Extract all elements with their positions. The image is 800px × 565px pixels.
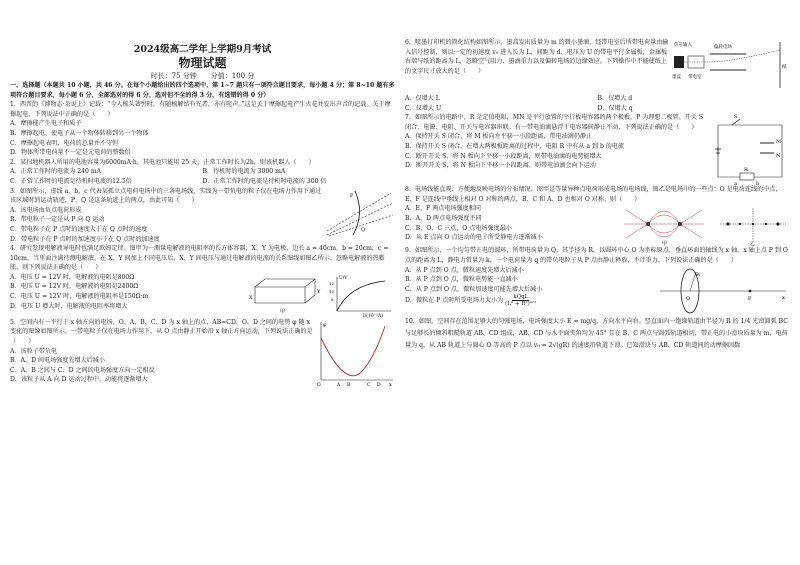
question-2-option-b: B．待机时的电流为 3000 mA: [202, 168, 286, 176]
right-column: [405, 38, 790, 352]
question-10-stem: 10．如图，空间存在范围足够大的匀强电场，电场强度大小 E = mg/q，方向水平向右。竖直面内一绝缘轨道由半径为 R 的 1/4 光滑圆弧 BC 与足够长的倾斜粗糙轨道 AB、CD 组成，AB、CD 与水平面夹角均为 45° 且在 B、C 两点与圆弧轨道相切，带正电的小滑块质量为 m，电荷量为 q，从 AB 轨道上与圆心 O 等高的 P 点以 v₀ = 2√(gR) 的速度沿轨道下滑。已知滑块与 AB、CD 轨道间的动摩擦因数: [405, 317, 788, 349]
figure-8-yi-caption: 乙: [750, 241, 756, 247]
question-2-options-row2: [10, 177, 395, 187]
question-7-option-b: B．保持开关 S 闭合，在增大两极板距离的过程中，电阻 R 中有从 a 到 b 的电流: [405, 142, 625, 150]
axis-u-label: U/V: [339, 275, 348, 281]
section-heading: 一、选择题（本题共 10 小题，共 46 分。在每个小题给出的四个选项中，第 1~7 题只有一项符合题目要求，每小题 4 分；第 8~10 题有多项符合题目要求，每小题 6 分，全部选对的得 6 分，选对但不全的得 3 分，有选错的得 0 分）: [10, 82, 395, 99]
fig9-label-p: P: [748, 295, 752, 302]
question-8-stem: 8．电场线能直观、方便地反映电场的分布情况。图甲是等量异种点电荷形成电场的电场线，图乙是电场中的一些点：O 是电荷连线的中点，E、F 是连线中垂线上相对 O 对称的两点，B、C 和 A、D 也相对 O 对称。则（ ）: [405, 186, 782, 203]
question-4-block: [10, 273, 395, 318]
question-5-option-b: B．A、D 间电场强度先增大后减小: [10, 357, 105, 365]
question-9-option-d-text: D．微粒在 P 点时所受电场力大小为: [405, 297, 504, 305]
tick-o: O: [317, 382, 321, 388]
fig6-label-chamber: 带电室: [688, 75, 702, 80]
fig9-label-r: R: [696, 271, 700, 278]
question-3-stem: 3．如图所示，虚线 a、b、c 代表某孤立点电荷电场中的三条电场线，实线为一带负电的粒子仅在电场力作用下通过该区域时的运动轨迹，P、Q 是这条轨迹上的两点，由此可知（ ）: [10, 187, 322, 205]
fig7-label-n: N: [776, 153, 781, 160]
question-2-stem: 2．某扫地机器人所用的电池容量为6000mA·h，其电池只能用 25 天，正常工作时长为2h，则该机器人（ ）: [10, 158, 315, 166]
electrode-x-label: X: [249, 294, 253, 301]
point-b: [739, 223, 741, 225]
question-9-formula: [505, 294, 536, 307]
fig7-label-s: S: [734, 114, 738, 121]
left-column: [10, 40, 395, 388]
fig6-label-cartridge: 墨盒: [672, 75, 681, 80]
question-4-figures: [245, 273, 395, 318]
electrode-y-label: Y: [317, 288, 321, 295]
question-7-option-a: A．保持开关 S 闭合，将 M 板向左平移一小段距离，带电油滴仍静止: [405, 133, 593, 141]
question-6-block: [405, 38, 790, 94]
axis-i-label: I/(10⁻³A): [363, 313, 383, 318]
phi-x-axes: [321, 322, 393, 380]
point-c: [765, 223, 767, 225]
ui-curve: [337, 281, 385, 311]
question-7-option-d: D．断开开关 S，将 N 板向下平移一小段距离，则带电油滴会向下运动: [405, 162, 596, 170]
question-8-block: [405, 204, 790, 246]
fig7-label-a: a: [734, 181, 737, 186]
question-6-figure: [670, 38, 790, 94]
question-6-options-row1: [405, 94, 790, 104]
question-1-stem: 1．西晋的《博物志·杂说上》记载：“今人梳头著髻时，有随梳解结有光者，亦有咤声。”这是关于摩擦起电产生火花并发出声音的记载。关于摩擦起电，下列说法中正确的是（ ）: [10, 101, 391, 118]
question-8-option-c: C．B、O、C 三点，O 点电场强度最小: [405, 224, 512, 232]
fig7-label-m: M: [776, 139, 782, 146]
question-4-option-a: A．电压 U = 12V 时，电解液的电阻是800Ω: [10, 273, 135, 281]
question-2-option-c: C．正常工作时的电流是待机时电流的12.5倍: [10, 177, 132, 185]
question-5-stem: 5．空间内有一平行于 x 轴方向的电场，O、A、B、C、D 为 x 轴上的点，AB=CD，O、D 之间的电势 φ 随 x 变化的图像如图所示，一带电粒子仅在电场力作用下，从 O 点由静止开始沿 x 轴正方向运动，下列说法正确的是（ ）: [10, 318, 313, 346]
question-5-option-a: A．该粒子带负电: [10, 347, 58, 355]
figure-jia-caption: 甲: [280, 308, 286, 315]
resistor-r: [740, 173, 754, 180]
question-7-option-c: C．断开开关 S，将 N 板向下平移一小段距离，则带电油滴的电势能增大: [405, 152, 602, 160]
question-1-option-a: A．摩擦能产生电子和质子: [10, 120, 82, 128]
formula-denominator: (L² + R²)³ᐟ²: [505, 301, 537, 308]
fig9-label-o: O: [686, 295, 691, 302]
tick-u-0: 12: [329, 280, 335, 286]
question-5-text: [10, 318, 315, 388]
question-8-figures: [620, 204, 790, 246]
fig7-label-r: R: [744, 167, 748, 174]
capacitor-plates: [760, 143, 774, 153]
deflection-plates: [710, 54, 746, 70]
fig6-label-signal: 信号输入: [674, 43, 692, 48]
question-9-figure: [650, 266, 790, 316]
question-1-option-b: B．摩擦起电，使电子从一个物体转移到另一个物体: [10, 129, 149, 137]
fig9-label-x: x: [782, 294, 785, 301]
question-4-stem: 4．研究发现电解液导电时也满足欧姆定律。图甲为一测量电解液的电阻率的长方体容器，X、Y 为电极，边长 a = 40cm，b = 20cm，c = 10cm，当里面注满待测电解液，在 X、Y 间加上不同电压后，X、Y 间电压与通过电解液的电流的关系图线如图乙所示。忽略电解液的热膨胀，则下列说法正确的是（ ）: [10, 245, 389, 272]
question-8-option-d: D．从 E 点向 O 点运动的电子所受静电力逐渐减小: [405, 234, 543, 242]
point-p-dot: [749, 289, 752, 292]
tick-u-1: 10: [329, 288, 335, 294]
question-3-block: [10, 187, 395, 245]
point-a: [726, 223, 729, 226]
trajectory-curve: [353, 191, 360, 235]
question-2-option-d: D．正常工作时的电流是待机时电流的 300 倍: [202, 177, 327, 185]
question-8-option-b: B．A、D 两点电场强度不同: [405, 214, 482, 222]
question-6-stem: 6．喷墨打印机的简化结构如图所示，墨盒发出质量为 m 的微小墨滴，经带电室后所带电荷量由输入信号控制，则以一定的初速度 v₀ 进入长为 L、间距为 d、电压为 U 的带电平行金属板，金属板右端与纸的距离为 L，忽略空气阻力、墨滴重力以及偏转电场的边缘效应。下列操作中不能使纸上的文字尺寸放大的是（ ）: [405, 39, 669, 75]
fig7-label-b: b: [756, 181, 760, 186]
container-box: [255, 279, 315, 303]
question-6-options-row2: [405, 104, 790, 114]
exam-subject: 物理试题: [178, 56, 227, 70]
axis-x-label: x: [389, 381, 392, 388]
question-9-options: [405, 266, 650, 316]
tick-c: C: [367, 382, 371, 388]
question-4-option-c: C．电压 U = 12V 时，电解液的电阻率是150Ω·m: [10, 293, 149, 301]
question-5-block: [10, 318, 395, 388]
charge-negative: [678, 222, 682, 226]
point-p-label: P: [350, 192, 354, 199]
question-6-option-c: C．仅增大 U: [405, 104, 442, 112]
question-9-option-b: B．从 P 点到 O 点，微粒电势能一直减小: [405, 276, 518, 284]
question-5-figure: [315, 318, 395, 388]
battery-symbol: [715, 147, 721, 155]
point-d: [776, 223, 779, 226]
question-9-block: [405, 266, 790, 316]
fig6-label-paper: 纸: [782, 65, 787, 70]
question-6-text: [405, 38, 670, 94]
question-4-option-b: B．电压 U = 12V 时，电解液的电阻是2400Ω: [10, 283, 139, 291]
question-9-option-a: A．从 P 点到 O 点，微粒速度先增大后减小: [405, 266, 524, 274]
question-3-option-b: B．带电粒子一定是从 P 向 Q 运动: [10, 216, 105, 224]
charge-positive: [646, 222, 650, 226]
tick-b: B: [347, 382, 351, 388]
ink-cartridge: [674, 56, 684, 68]
question-1-option-c: C．摩擦起电表明，电荷的总量并不守恒: [10, 139, 119, 147]
question-3-option-a: A．该电场由负点电荷形成: [10, 206, 82, 214]
question-3-option-c: C．带电粒子在 P 点时的速度大于在 Q 点时的速度: [10, 225, 148, 233]
question-3-option-d: D．带电粒子在 P 点时的加速度小于在 Q 点时的加速度: [10, 235, 160, 243]
question-5-option-c: C．A、B 之间与 C、D 之间的电场强度方向一定相反: [10, 366, 155, 374]
axis-phi-label: φ: [323, 321, 327, 328]
point-q-label: Q: [361, 226, 366, 233]
question-7-block: [405, 113, 790, 185]
question-1-option-d: D．物体所带电荷量不一定是元电荷的整数倍: [10, 149, 131, 157]
question-3-text: [10, 187, 325, 245]
question-4-options: [10, 273, 245, 318]
question-8-options: [405, 204, 620, 246]
question-2-option-a: A．正常工作时的电流为 240 mA: [10, 168, 102, 176]
field-line-a: [327, 193, 391, 231]
question-9-option-d: [405, 294, 650, 307]
phi-curve: [321, 326, 385, 376]
question-9-stem: 9．如图所示，一个均匀带正电的圆环，所带电荷量为 Q，其半径为 R，以圆环中心 O 为坐标原点，垂直环面的轴线为 x 轴。x 轴上点 P 到 O 点的距离为 L，静电力常量为 k，一个电荷量为 q 的带负电粒子从 P 点由静止释放，不计重力，下列说法正确的是（ ）: [405, 247, 788, 264]
question-7-text: [405, 113, 710, 185]
question-3-figure: [325, 187, 395, 237]
field-lines-group: [624, 210, 704, 238]
exam-meta: 时长：75 分钟 分值：100 分: [150, 72, 255, 80]
tick-a: A: [337, 382, 341, 388]
question-7-stem: 7．如图所示的电路中，R 是定值电阻，MN 是平行放置的平行板电容器的两个极板，P 为理想二极管。开关 S 闭合，电源、电阻、开关与电容器串联。有一带电油滴悬浮于电容器间静止不动，下列说法正确的是（ ）: [405, 114, 704, 131]
circuit-loop: [718, 125, 782, 177]
figure-8-jia-caption: 甲: [662, 241, 668, 247]
formula-numerator: kQqL: [513, 294, 529, 301]
point-o: [752, 223, 754, 225]
question-6-option-a: A．仅增大 L: [405, 95, 440, 102]
tick-u-2: 8: [331, 296, 334, 302]
tick-d: D: [377, 382, 381, 388]
fig6-label-field: 偏转电场: [714, 45, 732, 50]
question-6-option-b: B．仅增大 d: [597, 95, 633, 102]
question-9-option-c: C．从 P 点到 O 点，微粒加速度可能先增大后减小: [405, 285, 543, 293]
question-7-figure: [710, 113, 790, 185]
exam-title: 2024级高二学年上学期9月考试: [133, 44, 272, 55]
question-2-options-row1: [10, 167, 395, 177]
ui-graph-axes: [337, 277, 391, 311]
question-5-option-d: D．该粒子从 A 向 D 运动过程中，动能将逐渐增大: [10, 376, 148, 384]
question-8-option-a: A．E、F 两点电场强度相同: [405, 205, 481, 213]
question-4-option-d: D．电压 U 增大时，电解液的电阻率将增大: [10, 302, 128, 310]
field-line-b: [327, 203, 393, 235]
question-6-option-d: D．仅增大 q: [597, 104, 633, 112]
